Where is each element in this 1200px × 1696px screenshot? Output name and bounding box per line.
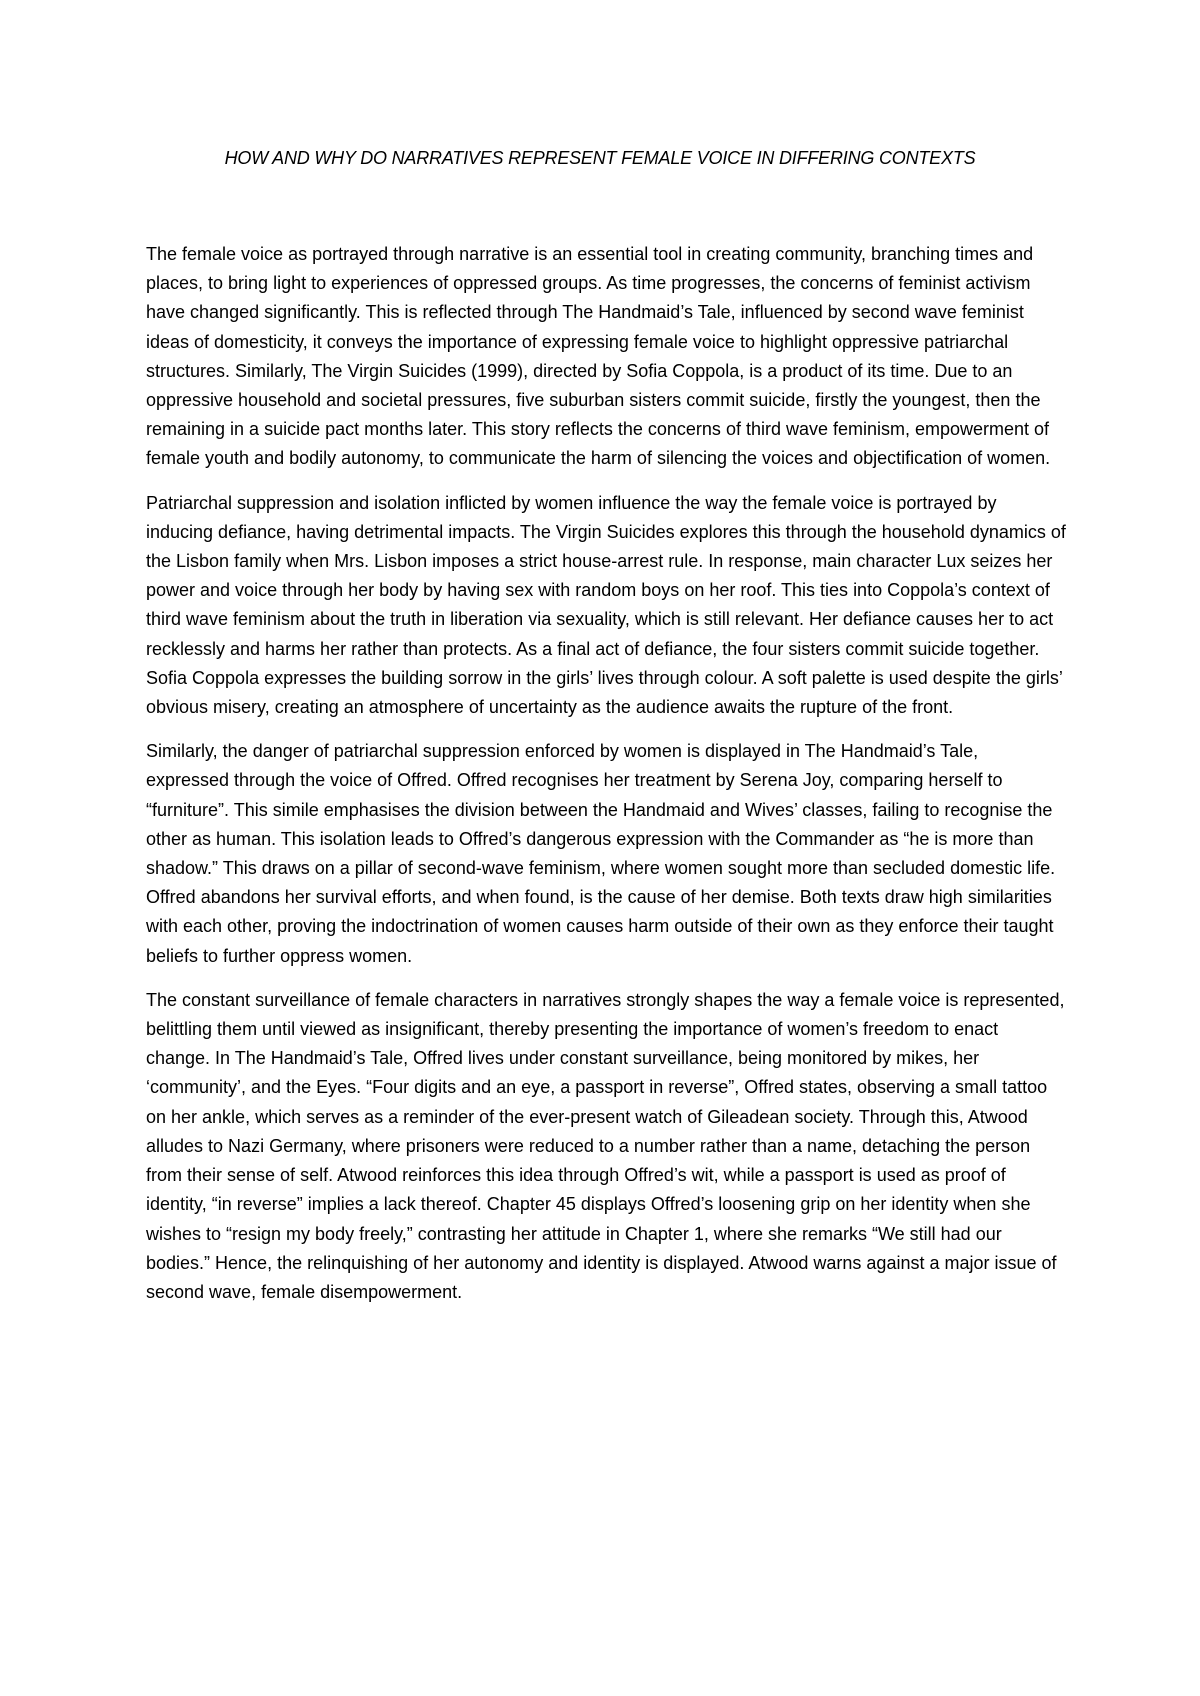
document-body — [146, 240, 1066, 1322]
paragraph-handmaids-tale: Similarly, the danger of patriarchal suppression enforced by women is displayed in The Handmaid’s Tale, expressed through the voice of Offred. Offred recognises her treatment by Serena Joy, comparing herself to “furniture”. This simile emphasises the division between the Handmaid and Wives’ classes, failing to recognise the other as human. This isolation leads to Offred’s dangerous expression with the Commander as “he is more than shadow.” This draws on a pillar of second-wave feminism, where women sought more than secluded domestic life. Offred abandons her survival efforts, and when found, is the cause of her demise. Both texts draw high similarities with each other, proving the indoctrination of women causes harm outside of their own as they enforce their taught beliefs to further oppress women. — [146, 741, 1056, 966]
paragraph-introduction: The female voice as portrayed through narrative is an essential tool in creating community, branching times and places, to bring light to experiences of oppressed groups. As time progresses, the concerns of feminist activism have changed significantly. This is reflected through The Handmaid’s Tale, influenced by second wave feminist ideas of domesticity, it conveys the importance of expressing female voice to highlight oppressive patriarchal structures. Similarly, The Virgin Suicides (1999), directed by Sofia Coppola, is a product of its time. Due to an oppressive household and societal pressures, five suburban sisters commit suicide, firstly the youngest, then the remaining in a suicide pact months later. This story reflects the concerns of third wave feminism, empowerment of female youth and bodily autonomy, to communicate the harm of silencing the voices and objectification of women. — [146, 244, 1051, 469]
paragraph-virgin-suicides: Patriarchal suppression and isolation inflicted by women influence the way the female voice is portrayed by inducing defiance, having detrimental impacts. The Virgin Suicides explores this through the household dynamics of the Lisbon family when Mrs. Lisbon imposes a strict house-arrest rule. In response, main character Lux seizes her power and voice through her body by having sex with random boys on her roof. This ties into Coppola’s context of third wave feminism about the truth in liberation via sexuality, which is still relevant. Her defiance causes her to act recklessly and harms her rather than protects. As a final act of defiance, the four sisters commit suicide together. Sofia Coppola expresses the building sorrow in the girls’ lives through colour. A soft palette is used despite the girls’ obvious misery, creating an atmosphere of uncertainty as the audience awaits the rupture of the front. — [146, 492, 1066, 718]
paragraph-surveillance: The constant surveillance of female characters in narratives strongly shapes the way a female voice is represented, belittling them until viewed as insignificant, thereby presenting the importance of women’s freedom to enact change. In The Handmaid’s Tale, Offred lives under constant surveillance, being monitored by mikes, her ‘community’, and the Eyes. “Four digits and an eye, a passport in reverse”, Offred states, observing a small tattoo on her ankle, which serves as a reminder of the ever-present watch of Gileadean society. Through this, Atwood alludes to Nazi Germany, where prisoners were reduced to a number rather than a name, detaching the person from their sense of self. Atwood reinforces this idea through Offred’s wit, while a passport is used as proof of identity, “in reverse” implies a lack thereof. Chapter 45 displays Offred’s loosening grip on her identity when she wishes to “resign my body freely,” contrasting her attitude in Chapter 1, where she remarks “We still had our bodies.” Hence, the relinquishing of her autonomy and identity is displayed. Atwood warns against a major issue of second wave, female disempowerment. — [146, 989, 1065, 1302]
document-title: HOW AND WHY DO NARRATIVES REPRESENT FEMALE VOICE IN DIFFERING CONTEXTS — [224, 148, 976, 168]
